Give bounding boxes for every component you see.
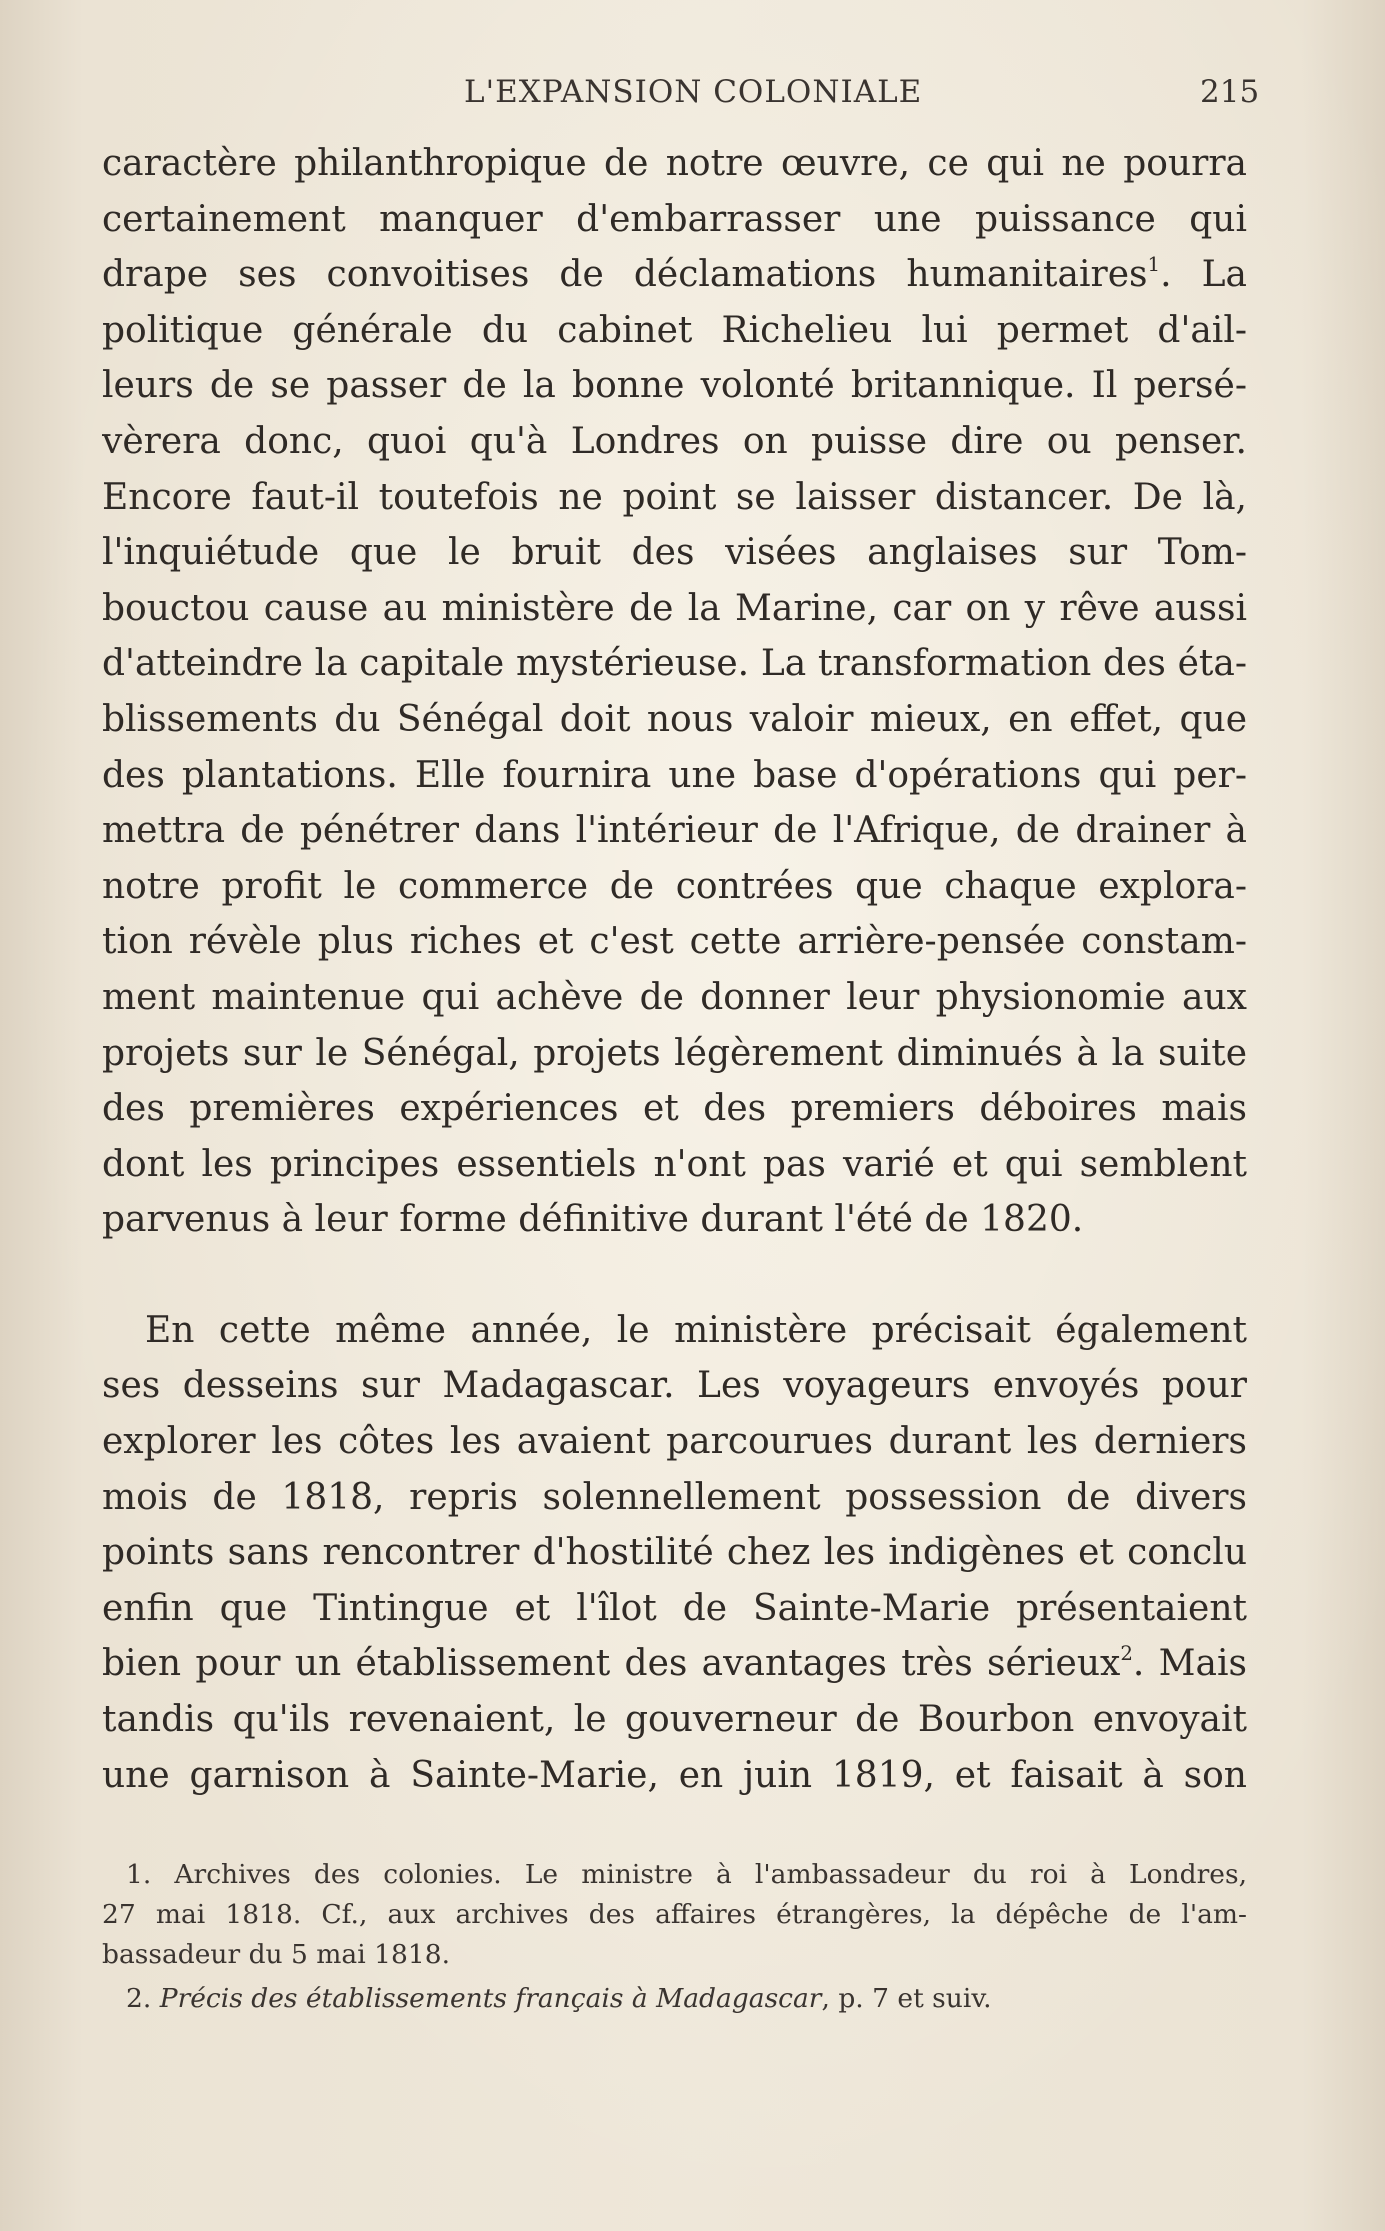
text-line: bouctou cause au ministère de la Marine, car on y rêve aussi <box>102 587 1247 629</box>
footnote-line: bassadeur du 5 mai 1818. <box>102 1939 450 1970</box>
text-line: tion révèle plus riches et c'est cette arrière-pensée constam- <box>102 921 1247 963</box>
text-line: mois de 1818, repris solennellement possession de divers <box>102 1476 1247 1518</box>
paragraph-gap <box>102 1248 1247 1303</box>
text-line: certainement manquer d'embarrasser une puissance qui <box>102 198 1247 240</box>
text-line: politique générale du cabinet Richelieu lui permet d'ail- <box>102 309 1247 351</box>
text-line: dont les principes essentiels n'ont pas varié et qui semblent <box>102 1143 1247 1185</box>
text-line: des premières expériences et des premiers déboires mais <box>102 1088 1247 1130</box>
text-segment: . La <box>1160 254 1247 296</box>
text-segment: . Mais <box>1132 1643 1247 1685</box>
footnote-number: 2. <box>126 1983 152 2014</box>
page-header <box>0 74 1385 114</box>
text-line <box>102 1636 1247 1692</box>
running-head: L'EXPANSION COLONIALE <box>464 74 923 110</box>
footnote-ref[interactable]: 2 <box>1120 1642 1133 1666</box>
text-line: une garnison à Sainte-Marie, en juin 1819, et faisait à son <box>102 1754 1247 1796</box>
text-line: caractère philanthropique de notre œuvre, ce qui ne pourra <box>102 143 1247 184</box>
text-segment: drape ses convoitises de déclamations humanitaires <box>102 254 1148 296</box>
text-line: points sans rencontrer d'hostilité chez les indigènes et conclu <box>102 1532 1247 1574</box>
body-text <box>102 136 1247 1803</box>
text-line <box>102 247 1247 303</box>
footnote-text: , p. 7 et suiv. <box>821 1983 992 2014</box>
text-line: notre profit le commerce de contrées que chaque explora- <box>102 865 1247 907</box>
text-line: leurs de se passer de la bonne volonté britannique. Il persé- <box>102 365 1247 407</box>
footnote-line: 27 mai 1818. Cf., aux archives des affaires étrangères, la dépêche de l'am- <box>102 1899 1247 1930</box>
footnote-text: Archives des colonies. Le ministre à l'ambassadeur du roi à Londres, <box>174 1859 1247 1890</box>
text-line: parvenus à leur forme définitive durant l'été de 1820. <box>102 1199 1084 1241</box>
footnotes <box>102 1855 1247 2019</box>
text-line: projets sur le Sénégal, projets légèrement diminués à la suite <box>102 1032 1247 1074</box>
text-line: d'atteindre la capitale mystérieuse. La transformation des éta- <box>102 643 1247 685</box>
text-segment: bien pour un établissement des avantages très sérieux <box>102 1643 1121 1685</box>
text-line: vèrera donc, quoi qu'à Londres on puisse dire ou penser. <box>102 420 1247 462</box>
footnote-ref[interactable]: 1 <box>1147 253 1161 277</box>
text-line: des plantations. Elle fournira une base d'opérations qui per- <box>102 754 1247 796</box>
text-line: ses desseins sur Madagascar. Les voyageurs envoyés pour <box>102 1365 1247 1407</box>
text-line: enfin que Tintingue et l'îlot de Sainte-Marie présentaient <box>102 1587 1247 1629</box>
footnote-number: 1. <box>126 1859 152 1890</box>
text-line: ment maintenue qui achève de donner leur physionomie aux <box>102 976 1247 1018</box>
footnote-line <box>102 1855 1247 1895</box>
text-line: tandis qu'ils revenaient, le gouverneur de Bourbon envoyait <box>102 1699 1247 1741</box>
footnote-title: Précis des établissements français à Madagascar <box>159 1983 822 2014</box>
page-number: 215 <box>1200 74 1260 110</box>
text-line: Encore faut-il toutefois ne point se laisser distancer. De là, <box>102 476 1247 518</box>
text-line: En cette même année, le ministère précisait également <box>145 1309 1247 1351</box>
text-line: mettra de pénétrer dans l'intérieur de l'Afrique, de drainer à <box>102 810 1247 852</box>
text-line: l'inquiétude que le bruit des visées anglaises sur Tom- <box>102 532 1247 574</box>
text-line: blissements du Sénégal doit nous valoir mieux, en effet, que <box>102 698 1247 740</box>
footnote-line <box>102 1979 1247 2019</box>
text-line: explorer les côtes les avaient parcourues durant les derniers <box>102 1421 1247 1463</box>
